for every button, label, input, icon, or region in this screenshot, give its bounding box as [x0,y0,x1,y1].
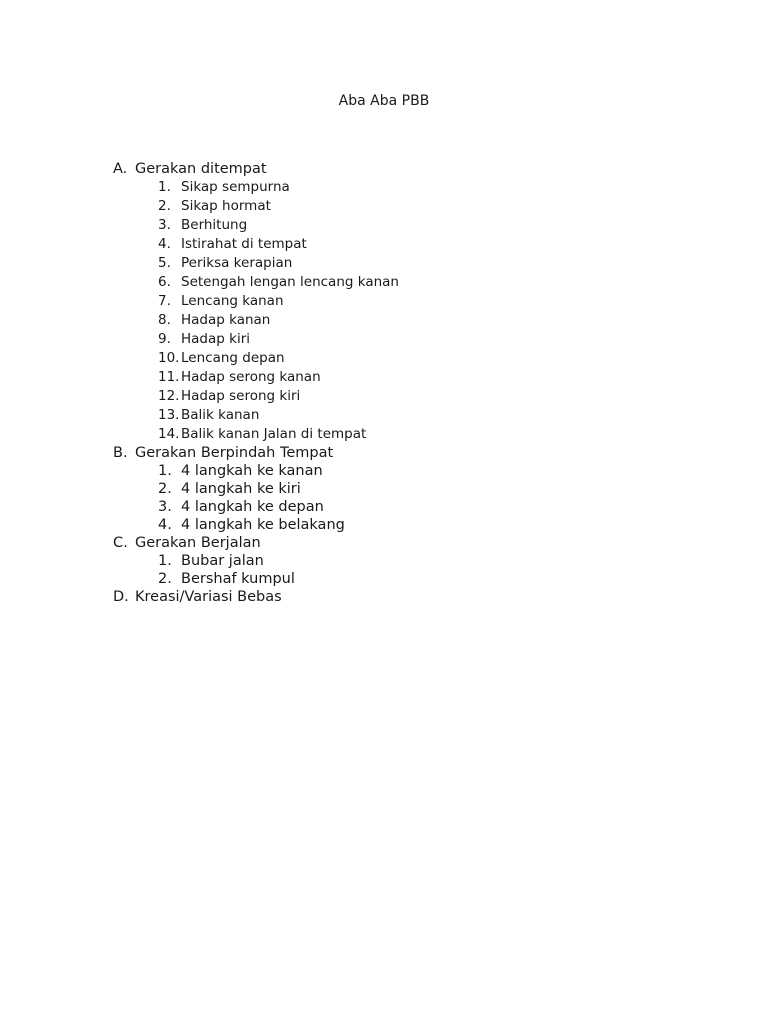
item-number: 2. [158,571,172,587]
item-number: 3. [158,499,172,515]
list-item [158,406,713,425]
item-label: Hadap serong kiri [181,388,301,404]
section-heading [113,588,713,606]
section-label: Gerakan ditempat [135,161,267,177]
list-item [158,235,713,254]
item-number: 9. [158,331,171,347]
item-label: 4 langkah ke kanan [181,463,323,479]
section-heading [113,160,713,178]
item-label: Berhitung [181,217,248,233]
item-number: 1. [158,463,172,479]
item-number: 8. [158,312,171,328]
section-heading [113,444,713,462]
item-label: Bershaf kumpul [181,571,295,587]
item-label: Istirahat di tempat [181,236,307,252]
section-letter: C. [113,535,128,551]
item-label: Hadap kanan [181,312,271,328]
list-item [158,349,713,368]
section-letter: A. [113,161,128,177]
item-number: 7. [158,293,171,309]
section-c [113,534,713,588]
item-number: 2. [158,481,172,497]
list-item [158,480,713,498]
item-label: Balik kanan Jalan di tempat [181,426,367,442]
item-label: Bubar jalan [181,553,264,569]
section-b [113,444,713,534]
list-item [158,197,713,216]
item-number: 5. [158,255,171,271]
item-number: 2. [158,198,171,214]
item-number: 13. [158,407,180,423]
document-title: Aba Aba PBB [338,93,430,109]
item-label: Sikap sempurna [181,179,290,195]
item-label: 4 langkah ke belakang [181,517,345,533]
item-number: 1. [158,179,171,195]
section-d [113,588,713,606]
list-item [158,292,713,311]
item-number: 10. [158,350,180,366]
sub-list [113,462,713,534]
list-item [158,498,713,516]
item-label: Sikap hormat [181,198,271,214]
list-item [158,330,713,349]
list-item [158,254,713,273]
section-a [113,160,713,444]
section-letter: D. [113,589,129,605]
section-label: Kreasi/Variasi Bebas [135,589,282,605]
list-item [158,516,713,534]
item-label: Lencang kanan [181,293,284,309]
list-item [158,311,713,330]
item-number: 14. [158,426,180,442]
sub-list [113,552,713,588]
item-number: 11. [158,369,180,385]
list-item [158,178,713,197]
item-number: 4. [158,517,172,533]
section-heading [113,534,713,552]
section-label: Gerakan Berpindah Tempat [135,445,334,461]
item-label: Balik kanan [181,407,260,423]
item-label: Lencang depan [181,350,285,366]
item-label: Periksa kerapian [181,255,293,271]
list-item [158,387,713,406]
outline-list [113,160,713,606]
list-item [158,425,713,444]
item-label: Hadap kiri [181,331,250,347]
list-item [158,462,713,480]
item-number: 1. [158,553,172,569]
item-label: Setengah lengan lencang kanan [181,274,399,290]
section-label: Gerakan Berjalan [135,535,261,551]
item-label: 4 langkah ke depan [181,499,324,515]
list-item [158,552,713,570]
item-number: 3. [158,217,171,233]
item-number: 6. [158,274,171,290]
item-label: 4 langkah ke kiri [181,481,301,497]
item-label: Hadap serong kanan [181,369,321,385]
list-item [158,570,713,588]
list-item [158,273,713,292]
list-item [158,216,713,235]
sub-list [113,178,713,444]
item-number: 12. [158,388,180,404]
item-number: 4. [158,236,171,252]
section-letter: B. [113,445,128,461]
list-item [158,368,713,387]
